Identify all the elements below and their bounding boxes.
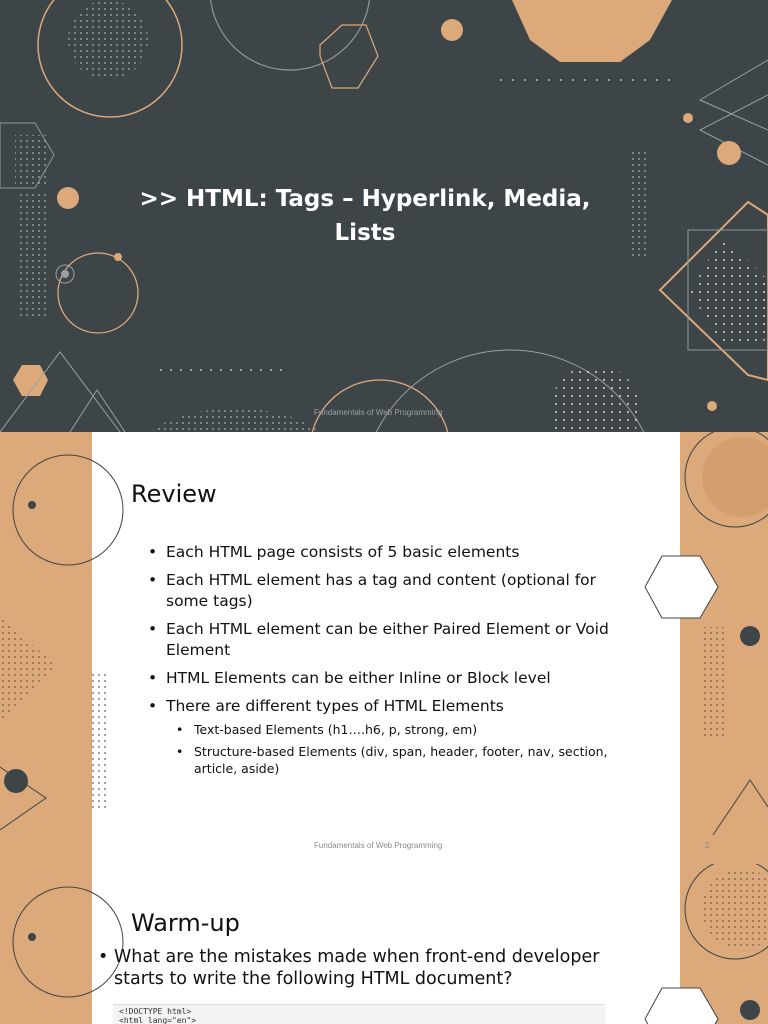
list-item: • Each HTML page consists of 5 basic elements [148, 542, 618, 563]
review-slide [0, 432, 768, 864]
review-bullet-list [148, 542, 618, 784]
slide-title: >> HTML: Tags – Hyperlink, Media, Lists [139, 186, 591, 246]
bullet-marker: • [98, 947, 109, 967]
list-item-text: There are different types of HTML Elements [166, 697, 504, 715]
warmup-slide [0, 864, 768, 1024]
sub-list-item: • Text-based Elements (h1….h6, p, strong, em) [176, 721, 618, 738]
code-line: <!DOCTYPE html> [119, 1007, 192, 1016]
sub-list-item: • Structure-based Elements (div, span, header, footer, nav, section, article, aside) [176, 743, 618, 777]
warmup-question [98, 946, 638, 990]
question-text: What are the mistakes made when front-end developer starts to write the following HTML document? [114, 947, 600, 989]
sub-bullet-list [176, 721, 618, 777]
code-line: <html lang="en"> [119, 1016, 197, 1024]
slide-footer: Fundamentals of Web Programming [314, 841, 443, 850]
list-item [148, 696, 618, 777]
list-item: • Each HTML element has a tag and content (optional for some tags) [148, 570, 618, 612]
page-number: 2 [705, 841, 710, 850]
slide-heading: Review [131, 480, 217, 508]
code-snippet [113, 1004, 605, 1024]
decorative-shapes [0, 864, 768, 1024]
title-slide [0, 0, 768, 432]
list-item: • Each HTML element can be either Paired Element or Void Element [148, 619, 618, 661]
slide-footer: Fundamentals of Web Programming [314, 408, 443, 417]
list-item: • HTML Elements can be either Inline or Block level [148, 668, 618, 689]
slide-heading: Warm-up [131, 909, 240, 937]
